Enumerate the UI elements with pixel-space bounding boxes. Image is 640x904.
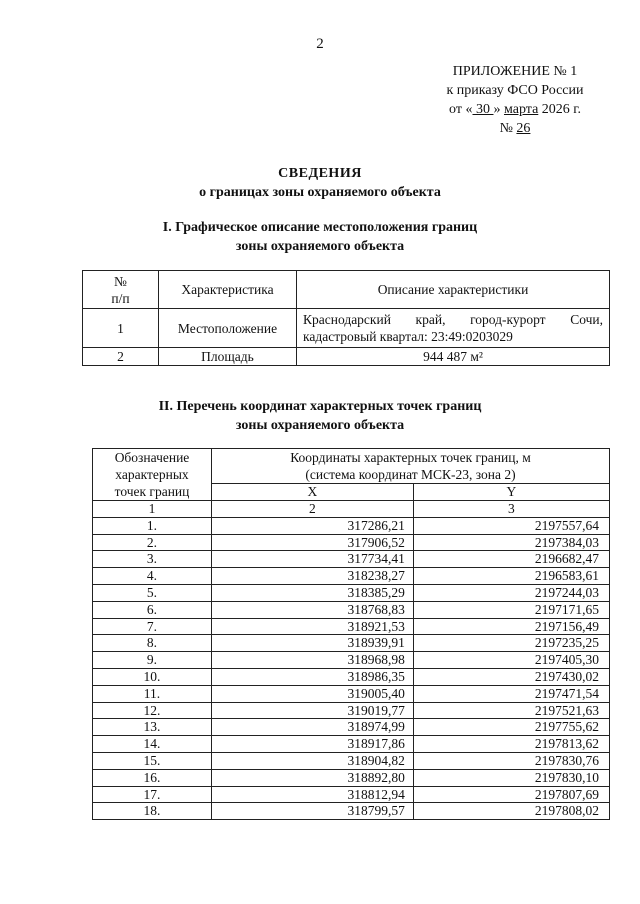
header-coords-line2: (система координат МСК-23, зона 2) (305, 467, 516, 483)
desc-word: город-курорт (470, 312, 546, 327)
point-label: 7. (93, 618, 212, 635)
table-row (93, 534, 610, 551)
header-point (93, 449, 212, 501)
table-row (93, 786, 610, 803)
y-value: 2197430,02 (413, 668, 609, 685)
row-num: 1 (83, 309, 159, 348)
x-value: 318812,94 (211, 786, 413, 803)
header-point-line1: Обозначение (114, 450, 190, 465)
table-row (83, 309, 610, 348)
x-value: 318799,57 (211, 803, 413, 820)
x-value: 317734,41 (211, 551, 413, 568)
table-row (93, 803, 610, 820)
y-value: 2197521,63 (413, 702, 609, 719)
table-row (93, 618, 610, 635)
table-row (93, 668, 610, 685)
table-row (93, 551, 610, 568)
header-num (83, 271, 159, 309)
desc-word: Сочи, (570, 312, 603, 327)
date-day: 30 (472, 102, 494, 117)
header-characteristic: Характеристика (159, 271, 297, 309)
y-value: 2197830,10 (413, 769, 609, 786)
y-value: 2196583,61 (413, 568, 609, 585)
point-label: 6. (93, 601, 212, 618)
section2-heading-line2: зоны охраняемого объекта (235, 418, 405, 433)
y-value: 2196682,47 (413, 551, 609, 568)
header-point-line2: характерных (115, 467, 189, 482)
title-sub: о границах зоны охраняемого объекта (199, 185, 441, 200)
y-value: 2197830,76 (413, 752, 609, 769)
number-value: 26 (516, 121, 531, 136)
header-num-line2: п/п (111, 290, 130, 306)
document-title (0, 164, 640, 202)
point-label: 14. (93, 736, 212, 753)
y-value: 2197471,54 (413, 685, 609, 702)
location-table-header (83, 271, 610, 309)
date-month: марта (503, 102, 539, 117)
location-table (82, 270, 610, 366)
point-label: 13. (93, 719, 212, 736)
x-value: 319005,40 (211, 685, 413, 702)
point-label: 18. (93, 803, 212, 820)
y-value: 2197813,62 (413, 736, 609, 753)
table-row (93, 584, 610, 601)
header-coordinates (211, 449, 609, 484)
title-main: СВЕДЕНИЯ (278, 166, 362, 181)
header-num-line1: № (114, 273, 127, 289)
y-value: 2197807,69 (413, 786, 609, 803)
x-value: 319019,77 (211, 702, 413, 719)
section1-heading (0, 218, 640, 256)
x-value: 318917,86 (211, 736, 413, 753)
table-row (93, 702, 610, 719)
point-label: 17. (93, 786, 212, 803)
y-value: 2197235,25 (413, 635, 609, 652)
header-coords-line1: Координаты характерных точек границ, м (290, 450, 531, 466)
appendix-number (425, 119, 605, 138)
point-label: 8. (93, 635, 212, 652)
point-label: 12. (93, 702, 212, 719)
desc-word: край, (415, 312, 446, 327)
header-x: X (211, 484, 413, 501)
x-value: 318986,35 (211, 668, 413, 685)
index-col2: 2 (211, 501, 413, 518)
table-row (83, 348, 610, 366)
coordinates-table (92, 448, 610, 820)
table-row (93, 736, 610, 753)
point-label: 1. (93, 517, 212, 534)
header-y: Y (413, 484, 609, 501)
date-prefix: от « (449, 102, 473, 117)
point-label: 2. (93, 534, 212, 551)
description-line2: кадастровый квартал: 23:49:0203029 (303, 329, 513, 344)
coords-header-row (93, 449, 610, 484)
y-value: 2197384,03 (413, 534, 609, 551)
appendix-block (425, 62, 605, 138)
section2-heading (0, 397, 640, 435)
x-value: 317906,52 (211, 534, 413, 551)
number-prefix: № (499, 121, 517, 136)
point-label: 3. (93, 551, 212, 568)
table-row (93, 685, 610, 702)
table-row (93, 517, 610, 534)
table-row (93, 635, 610, 652)
row-description: 944 487 м² (297, 348, 610, 366)
row-characteristic: Местоположение (159, 309, 297, 348)
y-value: 2197244,03 (413, 584, 609, 601)
date-year: 2026 г. (538, 102, 581, 117)
index-col1: 1 (93, 501, 212, 518)
y-value: 2197557,64 (413, 517, 609, 534)
x-value: 318968,98 (211, 652, 413, 669)
x-value: 318238,27 (211, 568, 413, 585)
point-label: 16. (93, 769, 212, 786)
coords-index-row (93, 501, 610, 518)
row-characteristic: Площадь (159, 348, 297, 366)
x-value: 318921,53 (211, 618, 413, 635)
y-value: 2197156,49 (413, 618, 609, 635)
point-label: 9. (93, 652, 212, 669)
appendix-title: ПРИЛОЖЕНИЕ № 1 (452, 64, 578, 79)
section1-heading-line2: зоны охраняемого объекта (235, 239, 405, 254)
table-row (93, 601, 610, 618)
desc-word: Краснодарский (303, 312, 391, 327)
index-col3: 3 (413, 501, 609, 518)
page-number: 2 (316, 36, 324, 52)
y-value: 2197755,62 (413, 719, 609, 736)
x-value: 318385,29 (211, 584, 413, 601)
x-value: 318939,91 (211, 635, 413, 652)
y-value: 2197405,30 (413, 652, 609, 669)
table-row (93, 652, 610, 669)
date-mid: » (493, 102, 504, 117)
point-label: 10. (93, 668, 212, 685)
point-label: 4. (93, 568, 212, 585)
section1-heading-line1: I. Графическое описание местоположения границ (162, 220, 478, 235)
description-line1 (303, 311, 603, 328)
x-value: 318974,99 (211, 719, 413, 736)
x-value: 318892,80 (211, 769, 413, 786)
y-value: 2197171,65 (413, 601, 609, 618)
appendix-date (425, 100, 605, 119)
appendix-order-ref: к приказу ФСО России (446, 83, 584, 98)
table-row (93, 568, 610, 585)
table-row (93, 719, 610, 736)
row-num: 2 (83, 348, 159, 366)
table-row (93, 752, 610, 769)
y-value: 2197808,02 (413, 803, 609, 820)
section2-heading-line1: II. Перечень координат характерных точек границ (158, 399, 482, 414)
header-description: Описание характеристики (297, 271, 610, 309)
x-value: 318768,83 (211, 601, 413, 618)
point-label: 11. (93, 685, 212, 702)
point-label: 15. (93, 752, 212, 769)
header-point-line3: точек границ (114, 484, 190, 499)
x-value: 318904,82 (211, 752, 413, 769)
point-label: 5. (93, 584, 212, 601)
x-value: 317286,21 (211, 517, 413, 534)
row-description (297, 309, 610, 348)
table-row (93, 769, 610, 786)
